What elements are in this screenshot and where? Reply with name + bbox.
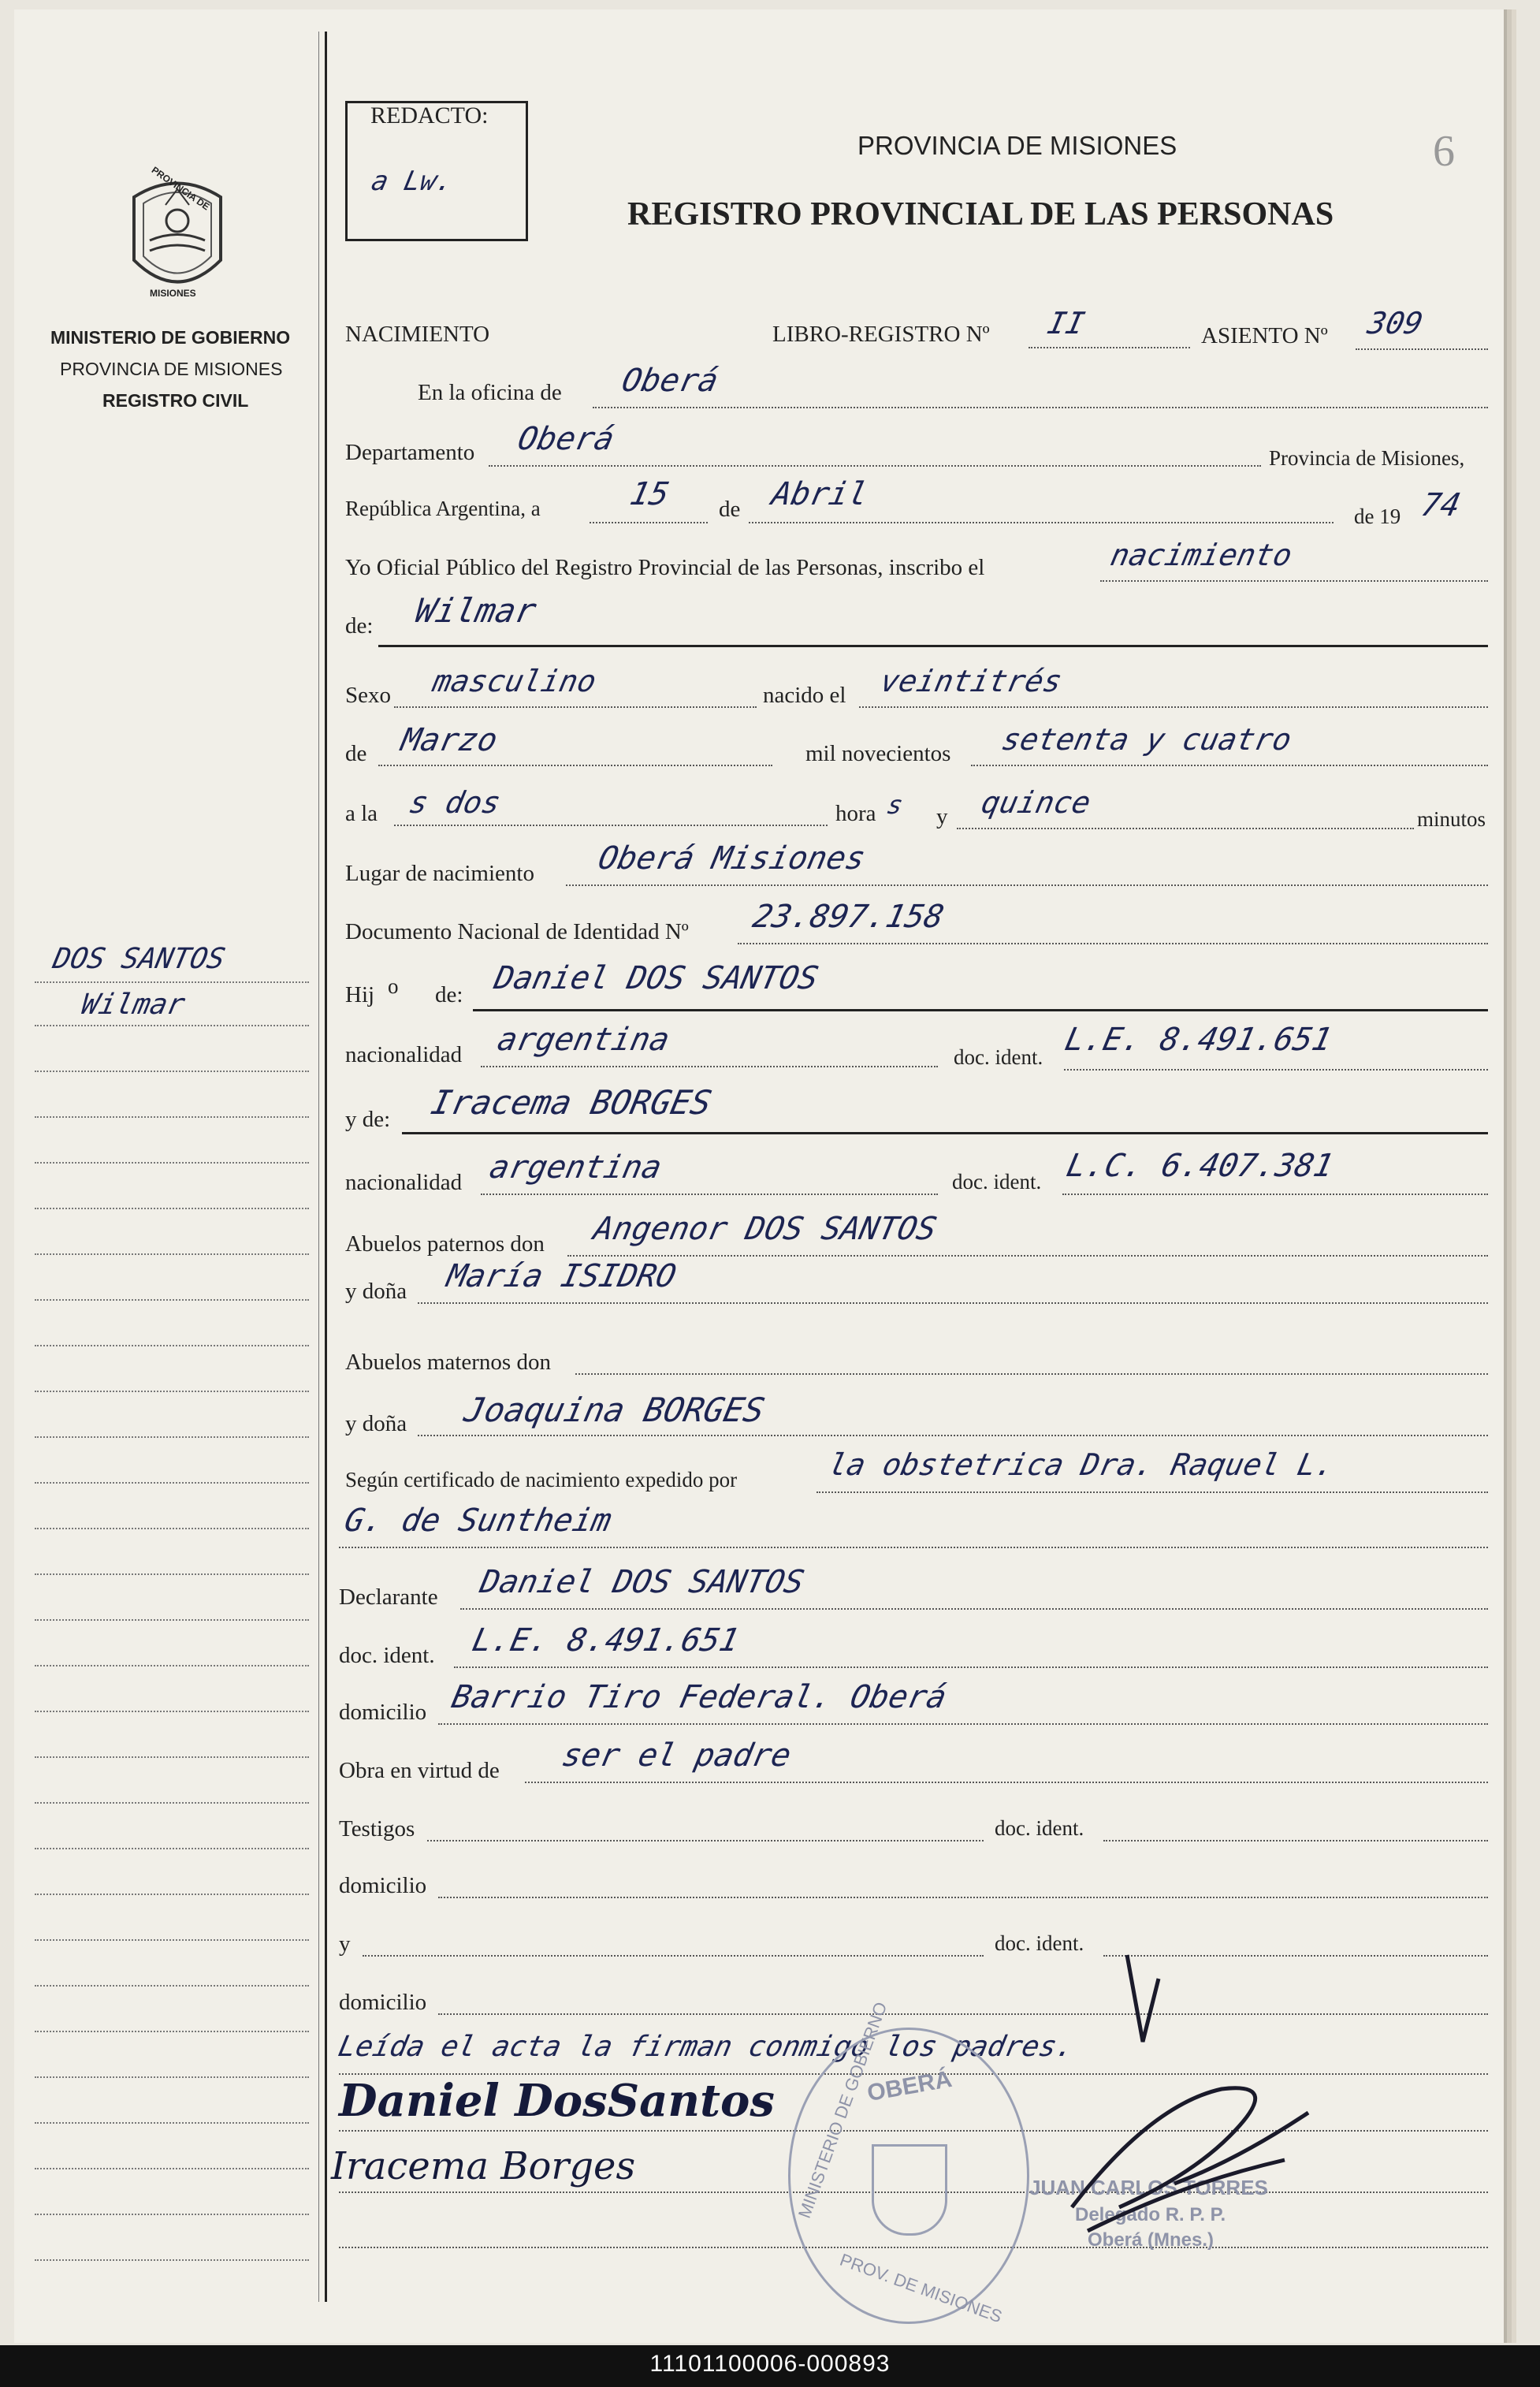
father-value: Daniel DOS SANTOS — [491, 960, 822, 996]
margin-line — [35, 1299, 309, 1301]
mil-value: setenta y cuatro — [999, 722, 1295, 757]
docid2-line — [1062, 1194, 1488, 1195]
oficial-text: Yo Oficial Público del Registro Provincial de las Personas, inscribo el — [345, 555, 985, 580]
de2-label: de: — [345, 613, 374, 639]
y-label: y — [936, 804, 948, 829]
domicilio-label: domicilio — [339, 1700, 427, 1725]
departamento-line — [489, 465, 1261, 467]
segun-line — [816, 1491, 1488, 1493]
sexo-line — [394, 706, 757, 708]
seal-shield-icon — [872, 2144, 947, 2236]
margin-line — [35, 1665, 309, 1666]
margin-line — [35, 1253, 309, 1255]
name-line — [378, 645, 1488, 647]
day-line — [590, 522, 708, 523]
obra-line — [525, 1782, 1488, 1783]
hora-suffix: s — [883, 790, 906, 820]
ydona2-line — [418, 1435, 1488, 1436]
nac2-label: nacionalidad — [345, 1170, 463, 1195]
min-line — [957, 828, 1414, 829]
margin-line — [35, 2259, 309, 2261]
nacido-label: nacido el — [763, 683, 846, 708]
ministry-label: MINISTERIO DE GOBIERNO — [50, 327, 291, 348]
a-la-label: a la — [345, 801, 378, 826]
nacido-value: veintitrés — [877, 664, 1066, 698]
decl-doc-label: doc. ident. — [339, 1643, 435, 1668]
docid1-value: L.E. 8.491.651 — [1062, 1022, 1336, 1058]
registry-title: REGISTRO PROVINCIAL DE LAS PERSONAS — [627, 196, 1334, 233]
test-doc-line — [1103, 1840, 1488, 1841]
oficial-value: nacimiento — [1107, 538, 1296, 572]
margin-line — [35, 1894, 309, 1895]
y2-label: y — [339, 1931, 351, 1957]
nac2-value: argentina — [486, 1149, 665, 1186]
stamp-name: JUAN CARLOS TORRES — [1029, 2176, 1268, 2199]
margin-line — [35, 1802, 309, 1804]
docid1-label: doc. ident. — [954, 1045, 1043, 1069]
abp-value: Angenor DOS SANTOS — [590, 1211, 940, 1247]
mil-line — [971, 765, 1488, 766]
margin-line — [35, 2122, 309, 2124]
ydona2-value: Joaquina BORGES — [460, 1391, 768, 1429]
declarante-label: Declarante — [339, 1585, 438, 1610]
test2-dom-label: domicilio — [339, 1990, 427, 2015]
mil-label: mil novecientos — [805, 741, 951, 766]
decl-doc-line — [454, 1666, 1488, 1668]
lugar-value: Oberá Misiones — [595, 840, 869, 877]
minutos-label: minutos — [1417, 807, 1486, 831]
docid2-label: doc. ident. — [952, 1170, 1042, 1194]
province-title: PROVINCIA DE MISIONES — [857, 131, 1177, 160]
day-value: 15 — [627, 476, 673, 512]
month-value: Abril — [768, 476, 872, 512]
margin-line — [35, 1573, 309, 1575]
republica-label: República Argentina, a — [345, 497, 541, 520]
test-dom-line — [438, 1897, 1488, 1898]
docid1-line — [1064, 1069, 1488, 1071]
mother-value: Iracema BORGES — [427, 1083, 716, 1122]
seal-text-top: PROVINCIA DE — [149, 164, 212, 213]
column-divider — [325, 32, 327, 2302]
margin-name: Wilmar — [78, 989, 188, 1021]
sexo-value: masculino — [430, 664, 600, 698]
libro-value: II — [1044, 306, 1088, 341]
margin-line — [35, 1116, 309, 1118]
civil-registry-label: REGISTRO CIVIL — [102, 390, 249, 411]
nacido-line — [859, 706, 1488, 708]
margin-line — [35, 1528, 309, 1529]
domicilio-value: Barrio Tiro Federal. Oberá — [448, 1679, 950, 1715]
margin-line — [35, 1756, 309, 1758]
abp-label: Abuelos paternos don — [345, 1231, 545, 1257]
margin-line — [35, 1391, 309, 1392]
month-line — [749, 522, 1334, 523]
ydona1-value: María ISIDRO — [444, 1258, 679, 1294]
hour-value: s dos — [406, 785, 504, 820]
margin-line — [35, 1071, 309, 1072]
oficina-label: En la oficina de — [418, 380, 562, 405]
margin-line — [35, 1345, 309, 1346]
oficina-value: Oberá — [619, 363, 722, 399]
margin-line — [35, 1985, 309, 1987]
margin-line — [35, 1482, 309, 1484]
stamp-role: Delegado R. P. P. — [1075, 2204, 1226, 2225]
father-signature: Daniel DosSantos — [339, 2075, 775, 2127]
y2-line — [363, 1955, 984, 1957]
yde-label: y de: — [345, 1107, 391, 1132]
docid2-value: L.C. 6.407.381 — [1063, 1148, 1337, 1184]
declarante-value: Daniel DOS SANTOS — [477, 1564, 808, 1600]
official-signature-icon — [1025, 1947, 1356, 2247]
declarante-line — [460, 1608, 1488, 1610]
ydona1-line — [418, 1302, 1488, 1304]
margin-surname: DOS SANTOS — [50, 943, 229, 975]
margin-line — [35, 2214, 309, 2215]
abp-line — [567, 1255, 1488, 1257]
nacido-month: Marzo — [398, 722, 501, 758]
sexo-label: Sexo — [345, 683, 391, 708]
father-line — [473, 1009, 1488, 1011]
provincia-suffix: Provincia de Misiones, — [1269, 446, 1465, 470]
segun-line-2 — [339, 1547, 1488, 1548]
abm-line — [575, 1373, 1488, 1375]
oficina-line — [593, 407, 1488, 408]
obra-label: Obra en virtud de — [339, 1758, 500, 1783]
obra-value: ser el padre — [559, 1737, 794, 1774]
decl-doc-value: L.E. 8.491.651 — [469, 1622, 743, 1659]
departamento-label: Departamento — [345, 440, 475, 465]
hour-line — [394, 825, 828, 826]
abm-label: Abuelos maternos don — [345, 1350, 551, 1375]
lugar-line — [566, 884, 1488, 886]
seal-left-text: MINISTERIO DE GOBIERNO — [794, 1999, 891, 2221]
seal-bottom-text: PROV. DE MISIONES — [837, 2249, 1005, 2327]
dni-label: Documento Nacional de Identidad Nº — [345, 919, 689, 944]
de3-label: de — [345, 741, 367, 766]
libro-line — [1029, 347, 1190, 348]
year-value: 74 — [1418, 487, 1464, 523]
test2-doc-label: doc. ident. — [995, 1931, 1084, 1955]
oficial-line — [1100, 580, 1488, 582]
barcode-text: 11101100006-000893 — [649, 2351, 891, 2377]
lugar-label: Lugar de nacimiento — [345, 861, 534, 886]
seal-top-text: OBERÁ — [865, 2065, 954, 2107]
margin-line — [35, 1619, 309, 1621]
segun-value-2: G. de Suntheim — [341, 1503, 616, 1539]
dni-line — [738, 943, 1488, 944]
mother-line — [402, 1132, 1488, 1134]
hora-label: hora — [835, 801, 876, 826]
departamento-value: Oberá — [515, 421, 618, 457]
closing-text: Leída el acta la firman conmigo los padres. — [335, 2031, 1077, 2063]
hijo-suffix: o — [388, 974, 399, 998]
nacido-month-line — [378, 765, 772, 766]
nac1-value: argentina — [494, 1022, 673, 1058]
margin-line — [35, 1848, 309, 1849]
margin-line — [35, 2031, 309, 2032]
year-prefix: de 19 — [1354, 505, 1401, 528]
margin-line — [35, 1939, 309, 1941]
ydona1-label: y doña — [345, 1279, 407, 1304]
margin-line — [35, 1025, 309, 1026]
segun-value: la obstetrica Dra. Raquel L. — [825, 1447, 1338, 1482]
test-doc-label: doc. ident. — [995, 1816, 1084, 1840]
nac2-line — [481, 1194, 938, 1195]
margin-line — [35, 1436, 309, 1438]
test-dom-label: domicilio — [339, 1873, 427, 1898]
testigos-line — [427, 1840, 984, 1841]
page-number: 6 — [1433, 127, 1455, 176]
nacimiento-label: NACIMIENTO — [345, 322, 490, 347]
margin-line — [35, 2168, 309, 2169]
stamp-place: Oberá (Mnes.) — [1088, 2229, 1215, 2251]
mother-signature: Iracema Borges — [331, 2144, 636, 2188]
domicilio-line — [438, 1723, 1488, 1725]
hijo-label: Hij — [345, 982, 375, 1007]
nac1-label: nacionalidad — [345, 1042, 463, 1067]
margin-line — [35, 1162, 309, 1164]
margin-line — [35, 2076, 309, 2078]
asiento-label: ASIENTO Nº — [1201, 323, 1328, 348]
column-divider-shadow — [318, 32, 319, 2302]
margin-line — [35, 981, 309, 983]
margin-line — [35, 1208, 309, 1209]
min-value: quince — [978, 785, 1094, 820]
margin-line — [35, 1711, 309, 1712]
dni-value: 23.897.158 — [750, 899, 947, 935]
segun-label: Según certificado de nacimiento expedido por — [345, 1468, 738, 1491]
testigos-label: Testigos — [339, 1816, 415, 1841]
asiento-line — [1356, 348, 1488, 350]
province-label: PROVINCIA DE MISIONES — [60, 359, 283, 379]
de-label: de — [719, 497, 741, 522]
seal-text-bottom: MISIONES — [150, 288, 196, 299]
name-value: Wilmar — [411, 591, 540, 630]
redacto-label: REDACTO: — [370, 102, 489, 128]
hijo-de: de: — [435, 982, 463, 1007]
ydona2-label: y doña — [345, 1411, 407, 1436]
redacto-initials: a Lw. — [368, 166, 456, 197]
asiento-value: 309 — [1364, 306, 1427, 341]
libro-label: LIBRO-REGISTRO Nº — [772, 322, 990, 347]
nac1-line — [481, 1066, 938, 1067]
